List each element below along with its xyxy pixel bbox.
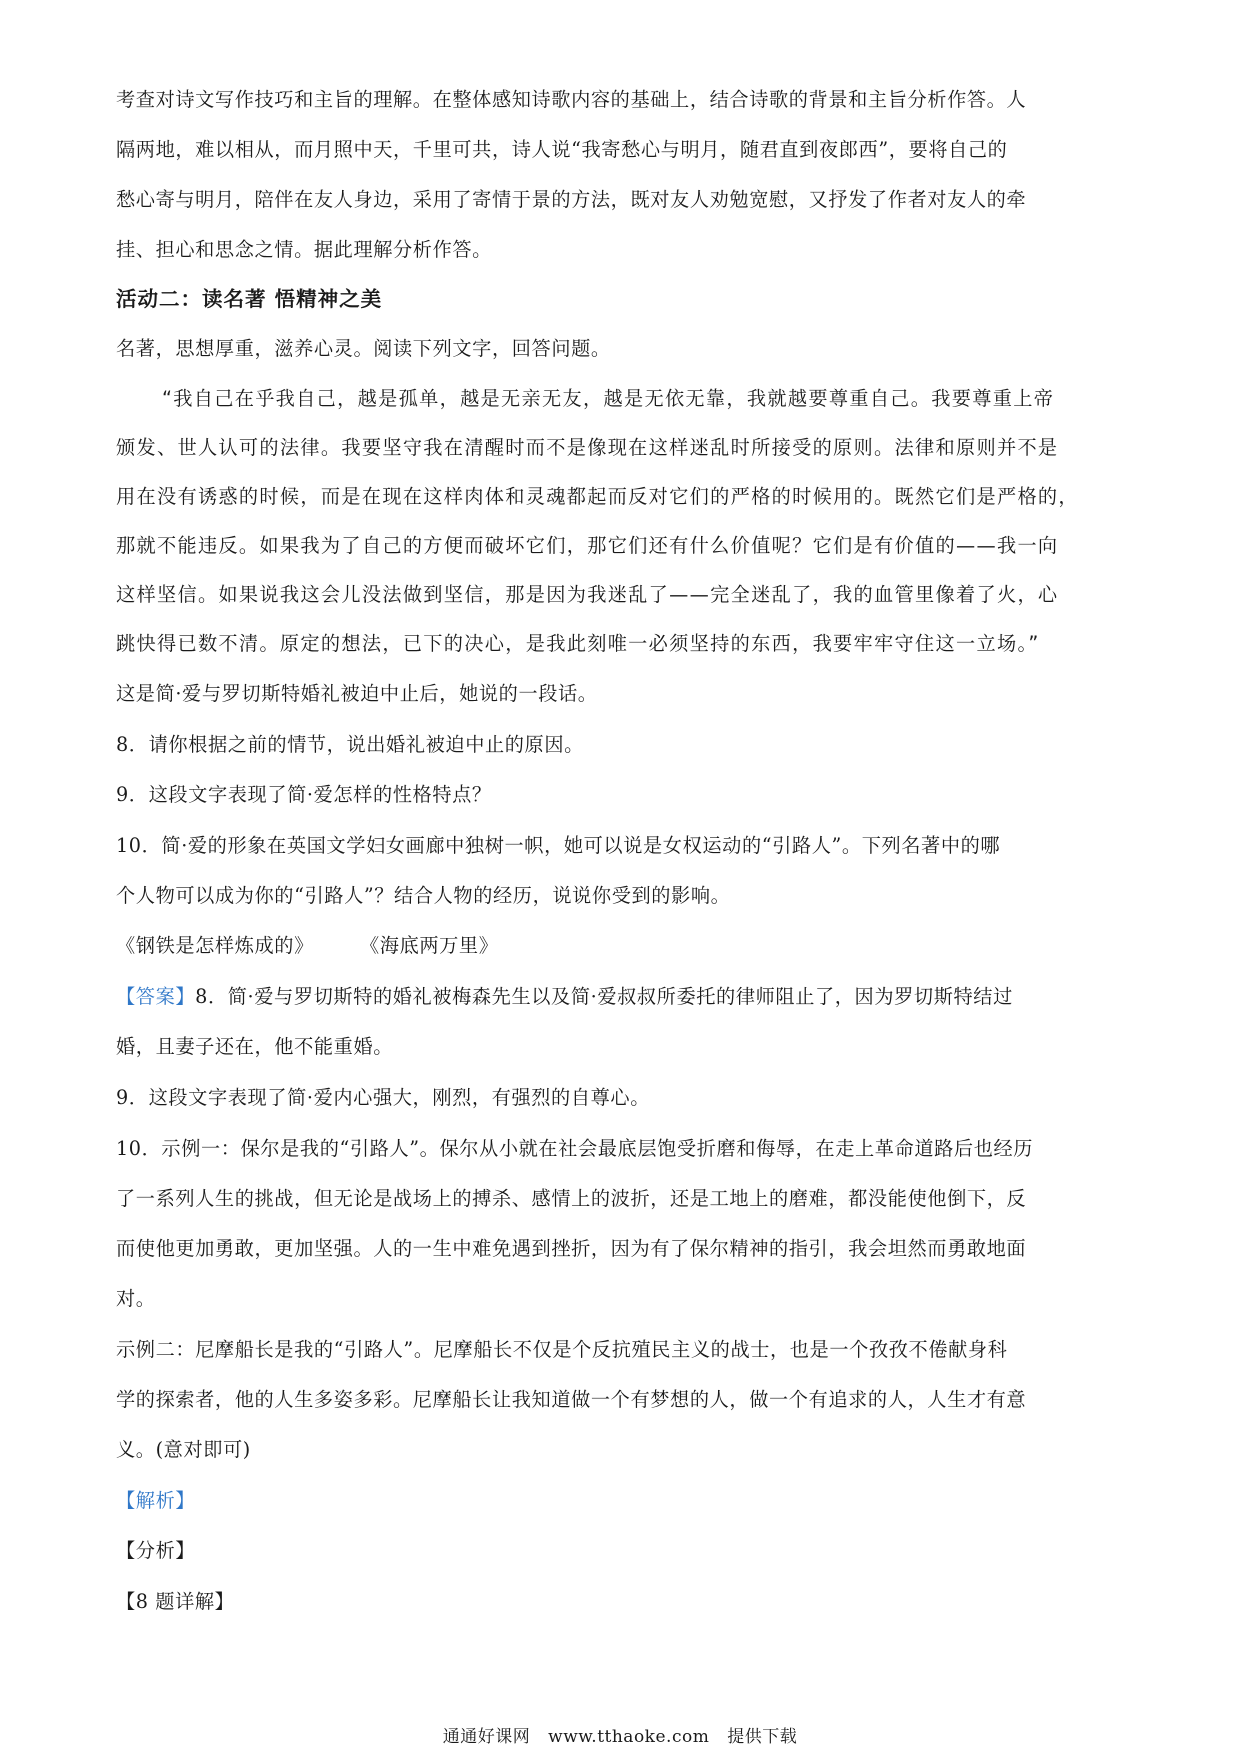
answer-10-ex1-line-2: 了一系列人生的挑战，但无论是战场上的搏杀、感情上的波折，还是工地上的磨难，都没能使他倒下，反 — [116, 1187, 1027, 1210]
answer-10-ex2-line-1: 示例二：尼摩船长是我的“引路人”。尼摩船长不仅是个反抗殖民主义的战士，也是一个孜孜不倦献身科 — [116, 1338, 1008, 1361]
answer-10-ex1-line-4: 对。 — [116, 1287, 156, 1310]
quote-note: 这是简·爱与罗切斯特婚礼被迫中止后，她说的一段话。 — [116, 682, 598, 705]
explain-label: 【解析】 — [116, 1489, 196, 1512]
question-10-line-2: 个人物可以成为你的“引路人”？结合人物的经历，说说你受到的影响。 — [116, 884, 731, 907]
analysis-label: 【分析】 — [116, 1539, 196, 1562]
footer-site-name: 通通好课网 — [442, 1727, 531, 1747]
answer-8-line-1 — [116, 983, 1126, 1011]
quote-line-6: 跳快得已数不清。原定的想法，已下的决心，是我此刻唯一必须坚持的东西，我要牢牢守住这一立场。” — [116, 632, 1040, 655]
analysis-line-3: 愁心寄与明月，陪伴在友人身边，采用了寄情于景的方法，既对友人劝勉宽慰，又抒发了作者对友人的牵 — [116, 188, 1027, 211]
page-footer — [0, 1722, 1240, 1747]
quote-line-2: 颁发、世人认可的法律。我要坚守我在清醒时而不是像现在这样迷乱时所接受的原则。法律和原则并不是 — [116, 436, 1059, 459]
footer-url[interactable]: www.tthaoke.com — [548, 1727, 710, 1747]
answer-8-text: 8．简·爱与罗切斯特的婚礼被梅森先生以及简·爱叔叔所委托的律师阻止了，因为罗切斯特结过 — [195, 985, 1013, 1008]
quote-line-3: 用在没有诱惑的时候，而是在现在这样肉体和灵魂都起而反对它们的严格的时候用的。既然它们是严格的， — [116, 485, 1079, 508]
analysis-line-1: 考查对诗文写作技巧和主旨的理解。在整体感知诗歌内容的基础上，结合诗歌的背景和主旨分析作答。人 — [116, 88, 1027, 111]
intro-text: 名著，思想厚重，滋养心灵。阅读下列文字，回答问题。 — [116, 337, 611, 360]
quote-line-4: 那就不能违反。如果我为了自己的方便而破坏它们，那它们还有什么价值呢？它们是有价值的——我一向 — [116, 534, 1059, 557]
answer-10-ex1-line-3: 而使他更加勇敢，更加坚强。人的一生中难免遇到挫折，因为有了保尔精神的指引，我会坦然而勇敢地面 — [116, 1237, 1027, 1260]
answer-10-ex2-line-2: 学的探索者，他的人生多姿多彩。尼摩船长让我知道做一个有梦想的人，做一个有追求的人，人生才有意 — [116, 1388, 1027, 1411]
answer-label: 【答案】 — [116, 985, 196, 1008]
analysis-line-4: 挂、担心和思念之情。据此理解分析作答。 — [116, 238, 492, 261]
activity-heading: 活动二：读名著 悟精神之美 — [116, 287, 383, 311]
answer-10-ex2-line-3: 义。(意对即可) — [116, 1438, 251, 1461]
book-option-2: 《海底两万里》 — [360, 934, 499, 957]
question-8: 8．请你根据之前的情节，说出婚礼被迫中止的原因。 — [116, 733, 584, 756]
question-10-line-1: 10．简·爱的形象在英国文学妇女画廊中独树一帜，她可以说是女权运动的“引路人”。下列名著中的哪 — [116, 834, 1001, 857]
answer-10-ex1-line-1: 10．示例一：保尔是我的“引路人”。保尔从小就在社会最底层饱受折磨和侮辱，在走上革命道路后也经历 — [116, 1137, 1034, 1160]
detail-8-label: 【8 题详解】 — [116, 1590, 235, 1613]
book-option-1: 《钢铁是怎样炼成的》 — [116, 934, 314, 957]
quote-line-5: 这样坚信。如果说我这会儿没法做到坚信，那是因为我迷乱了——完全迷乱了，我的血管里像着了火，心 — [116, 583, 1059, 606]
question-9: 9．这段文字表现了简·爱怎样的性格特点？ — [116, 783, 492, 806]
quote-line-1: “我自己在乎我自己，越是孤单，越是无亲无友，越是无依无靠，我就越要尊重自己。我要尊重上帝 — [162, 387, 1055, 410]
answer-9: 9．这段文字表现了简·爱内心强大，刚烈，有强烈的自尊心。 — [116, 1086, 650, 1109]
answer-8-line-2: 婚，且妻子还在，他不能重婚。 — [116, 1035, 394, 1058]
analysis-line-2: 隔两地，难以相从，而月照中天，千里可共，诗人说“我寄愁心与明月，随君直到夜郎西”，要将自己的 — [116, 138, 1008, 161]
footer-note: 提供下载 — [727, 1727, 798, 1747]
